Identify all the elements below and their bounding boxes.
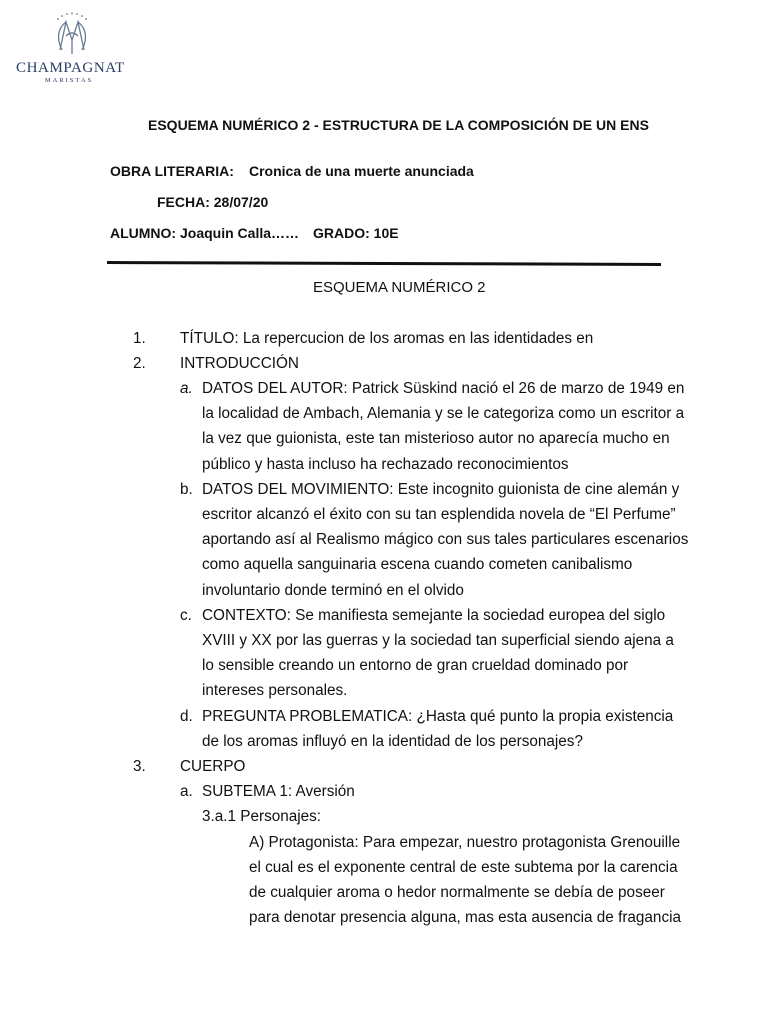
list-marker: 3. xyxy=(133,758,146,775)
logo-subtitle: MARISTAS xyxy=(44,77,94,84)
list-item-line: la vez que guionista, este tan misterioso autor no aparecía mucho en xyxy=(202,430,670,447)
list-item-line: escritor alcanzó el éxito con su tan esplendida novela de “El Perfume” xyxy=(202,506,676,523)
list-item: INTRODUCCIÓN xyxy=(180,355,299,372)
alumno-field: ALUMNO: Joaquin Calla…… xyxy=(110,225,300,241)
list-item-line: la localidad de Ambach, Alemania y se le categoriza como un escritor a xyxy=(202,405,685,422)
list-marker: b. xyxy=(180,481,193,498)
section-title: ESQUEMA NUMÉRICO 2 xyxy=(313,279,486,296)
list-item-line: de los aromas influyó en la identidad de los personajes? xyxy=(202,733,583,750)
list-item-line: DATOS DEL AUTOR: Patrick Süskind nació el 26 de marzo de 1949 en xyxy=(202,380,685,397)
list-marker: a. xyxy=(180,380,193,397)
list-item: TÍTULO: La repercucion de los aromas en las identidades en xyxy=(180,330,594,347)
list-item-line: para denotar presencia alguna, mas esta ausencia de fragancia xyxy=(249,909,681,926)
champagnat-emblem-icon xyxy=(52,10,92,56)
list-item-line: A) Protagonista: Para empezar, nuestro protagonista Grenouille xyxy=(249,834,681,851)
list-item-line: DATOS DEL MOVIMIENTO: Este incognito guionista de cine alemán y xyxy=(202,481,680,498)
list-item-line: aportando así al Realismo mágico con sus tales particulares escenarios xyxy=(202,531,689,548)
list-item-line: XVIII y XX por las guerras y la sociedad tan superficial siendo ajena a xyxy=(202,632,674,649)
list-marker: a. xyxy=(180,783,193,800)
list-marker: c. xyxy=(180,607,192,624)
list-item-line: el cual es el exponente central de este subtema por la carencia xyxy=(249,859,678,876)
list-item-line: PREGUNTA PROBLEMATICA: ¿Hasta qué punto la propia existencia xyxy=(202,708,674,725)
list-item-line: como aquella sanguinaria escena cuando cometen canibalismo xyxy=(202,556,633,573)
document-title: ESQUEMA NUMÉRICO 2 - ESTRUCTURA DE LA COMPOSICIÓN DE UN ENS xyxy=(148,117,649,133)
champagnat-logo xyxy=(14,10,124,90)
list-item-line: intereses personales. xyxy=(202,682,348,699)
list-item-line: CONTEXTO: Se manifiesta semejante la sociedad europea del siglo xyxy=(202,607,666,624)
list-marker: 1. xyxy=(133,330,146,347)
list-marker: d. xyxy=(180,708,193,725)
grado-field: GRADO: 10E xyxy=(313,225,399,241)
list-item-line: involuntario donde terminó en el olvido xyxy=(202,582,464,599)
obra-value: Cronica de una muerte anunciada xyxy=(249,163,474,179)
list-item-line: lo sensible creando un entorno de gran crueldad dominado por xyxy=(202,657,629,674)
list-item: SUBTEMA 1: Aversión xyxy=(202,783,355,800)
list-marker: 2. xyxy=(133,355,146,372)
list-item-line: público y hasta incluso ha rechazado reconocimientos xyxy=(202,456,569,473)
logo-name: CHAMPAGNAT xyxy=(16,60,125,76)
list-item-line: de cualquier aroma o hedor normalmente se debía de poseer xyxy=(249,884,665,901)
obra-label: OBRA LITERARIA: xyxy=(110,163,234,179)
list-item: 3.a.1 Personajes: xyxy=(202,808,322,825)
fecha-field: FECHA: 28/07/20 xyxy=(157,194,269,210)
horizontal-divider xyxy=(107,261,661,266)
list-item: CUERPO xyxy=(180,758,246,775)
